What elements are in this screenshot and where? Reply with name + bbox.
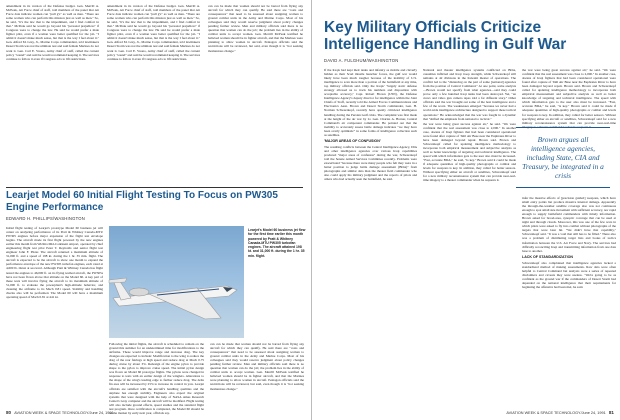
subhead-standardization: LACK OF STANDARDIZATION (522, 254, 573, 259)
intel-text-4: infer the massive effects of [precision guided] weapons, which have small entry points but produce massive internal damage. Apparently the through-the-weather satellite coverage also was not continuous enough to spot small size movement with sufficient accuracy, nor rapid enough to supply battlefield commanders with timely information. Brown asked for broad-area, synoptic coverage that can be used at night and through clouds. Moreover, this was one of the few wars in which pilots were asked to fly into combat without photographs of the targets that were later hit. "We didn't have that capability," Schwarzkopf said. "It was a void that still has to be filled." There also was a problem of distributing target lists and books of tactics information between the U.S. Air Force and Navy. The services had difficulty reconciling Iraqi and transmitting information from one data base to another. (522, 196, 616, 253)
learjet-headline: Learjet Model 60 Initial Flight Testing To Focus on PW305 Engine Performance (6, 190, 278, 213)
carryover-text: amendment in its version of the Defense budget. Gen. Merrill A. McPeak, Air Force chief of staff, told members of the panel that Air Force data indicate women can "pull g's" as well as men. "There are some women who can perform this mission just as well as men." So, he said, "it's the law that is the impediment, and I find comfort in that." McPeak said he would go beyond his "personal prejudices" if Congress were to change the law. He said he would prefer a male fighter pilot, even if a woman were better qualified for the job. "I admit it doesn't make much sense, but that is the way I feel about it." Gen. Alfred M. Gray, Jr., Marine Corps commandant, told lawmakers Desert Storm was not the ultimate test and said female Marines do not want it. Gen. Carl E. Vuono, Army chief of staff, called the current policy "sound" and said he would recommend keeping it. The services continue to follow it even if Congress acts to lift restrictions. (6, 4, 99, 61)
carryover-text-2: amendment in its version of the Defense budget. Gen. Merrill A. McPeak, Air Force chief of staff, told members of the panel that Air Force data indicate women can "pull g's" as well as men. "There are some women who can perform this mission just as well as men." So, he said, "it's the law that is the impediment, and I find comfort in that." McPeak said he would go beyond his "personal prejudices" if Congress were to change the law. He said he would prefer a male fighter pilot, even if a woman were better qualified for the job. "I admit it doesn't make much sense, but that is the way I feel about it." Gen. Alfred M. Gray, Jr., Marine Corps commandant, told lawmakers Desert Storm was not the ultimate test and said female Marines do not want it. Gen. Carl E. Vuono, Army chief of staff, called the current policy "sound" and said he would recommend keeping it. The services continue to follow it even if Congress acts to lift restrictions. (107, 4, 200, 61)
intelligence-headline: Key Military Officials Criticize Intelligence Handling in Gulf War (324, 19, 567, 53)
left-carryover-column-2 (107, 4, 200, 184)
learjet-column-2 (109, 342, 204, 415)
intel-column-1 (324, 68, 417, 406)
section-divider (6, 187, 303, 188)
intelligence-byline: DAVID A. FULGHUM/WASHINGTON (324, 58, 399, 63)
pull-quote: Brown argues all intelligence agencies, including State, CIA and Treasury, be integrated in a crisis (516, 127, 610, 188)
learjet-column-1 (6, 226, 103, 406)
intel-column-3 (522, 68, 616, 129)
learjet-text-1: Initial flight testing of Learjet's prototype Model 60 business jet will center on analyzing performance of its Pratt & Whitney Canada-MTU PW305 engines before major expansion of the flight test envelope begins. The aircraft made its first flight powered by the new engines earlier this month from Wichita Mid-Continent Airport, operated by chief engineering flight test pilot Peter T. Reynolds and senior flight test engineer John F. Pitzer. The aircraft returned a maximum altitude of 31,000 ft. and a speed of 198 kt. during the 1 hr. 35 min. flight. The aircraft is expected to be the aircraft to show one month to expand the performance envelope of the new PW305 turbofan engines, each rated at 4,600 lb. thrust at sea level. Although Pratt & Whitney Canada has flight tested the engines to 46,000 ft. on its flying testbed aircraft, the PW305s have not been flown above that altitude on the Model 60. A key part of these tests will involve flying the aircraft to its maximum altitude of 51,000 ft. to evaluate the powerplant's high-altitude behavior, and cleaning the airframe to its Mach 0.81 speed. Stability and handling checks also will be performed. The Model 60 will have a maximum operating speed of Mach 0.81 at 441 kt. (6, 226, 103, 299)
footer-left (6, 410, 304, 415)
intel-subhead-2-text: Schwarzkopf also complained that intelligence agencies lacked a standardized method of making assessments. Raw data were often helpful to Central Command but analysts were a series of repeated disclaimers and caveats they were useless. "We're going to be as confident as the ground war if the commanders of Desert Storm had depended on the national intelligence that their requirements for beginning the offensive had been met, he said. (522, 260, 616, 289)
footer-right (318, 410, 614, 415)
subhead-major-areas: 'MAJOR AREAS OF CONFUSION' (324, 138, 381, 143)
intel-text-2b: the war were being great success against air," he said. "We were confident that the real assessment was close to 2,000." In another case, dozens of Iraqi fighters that had been considered operational were found after capture of Talil Air Base near the Euphrates River to have been damaged beyond repair. Brown said. Brown and Schwarzkopf called for updating intelligence methodology to incorporate both empirical measurement and subjective analysis as well as better knowledge of targeting and technical intelligence. The speed with which information gets to the user also must be increased. "Fast, accurate BDA," he said, "is key." Brown said it could be made if adequate quantities of high-quality photographs or combat and levels for weapons is key. In addition, they called for better sensors. Without specifying either an aircraft or satellites, Schwarzkopf said for a new military reconnaissance system that can provide near-real-time imagery to a theater commander when he requests it. (423, 121, 516, 183)
intel-column-2 (423, 68, 516, 406)
intel-text-1: If the Iraqis had kept their tanks and infantry as mobile and cleverly hidden as their Scud missile launcher forces, the gulf war would likely have been much tougher because of the inability of U.S. intelligence to scan more than a portion of the battlefield at any time, top military officials said. Only the Iraqis' "largely static defense strategy allowed us to track his numbers and disposition with acceptable accuracy," Capt. Robert Brown (USN), the Defense Intelligence Agency's deputy director for intelligence within the Joint Chiefs of Staff, recently told the Armed Forces Communications and Electronics Assn. Brown and Desert Storm commander, Gen. H. Norman Schwarzkopf, recently have openly criticized intelligence handling during the Persian Gulf crisis. The complaint was first made at the height of the air war by Lt. Gen. Charles A. Horner, Central Command's air component commander. He pointed out that the inability to accurately assess battle damage indicates "we may have been overly optimistic" in some forms of intelligence collection such as satellites. (324, 68, 417, 137)
learjet-photo (109, 226, 244, 338)
intel-subhead-1-text: The resulting conflicts between the Central Intelligence Agency, DIA and other intelligence agencies over various Iraqi capabilities produced "major areas of confusion" during the war, Schwarzkopf told the Senate Armed Services Committee recently. Problems were exacerbated "because there were many people who felt they were in a better position to judge battle damage assessment (BDA)" from photographs and similar data than the theater field commander who also could apply his military judgment and the reports of pilots and others who had actually seen the battlefield, he said. (324, 144, 417, 182)
learjet-text-3: can can be made that women should not be barred from flying any aircraft for which they can qualify. He said there are "costs and consequences" that need to be assessed about assigning women to ground combat units in the Army and Marine Corps. Most of his colleagues said they would reserve judgment about policy changes pending further review. Men and military officials said there is no question that women can do the job; the problem lies in the ability of combat units to accept women. Gen. Merrill McPeak testified he believed women should be in fighter aircraft, and that the Marines were planning to allow women in aircraft. Pentagon officials said the restrictions will be reviewed, but said, even though it is "not seeking momentous change." (210, 342, 304, 391)
page-number-left: 80 (6, 410, 12, 415)
publication-line-right: AVIATION WEEK & SPACE TECHNOLOGY/June 24, 1991 (506, 411, 606, 415)
learjet-column-3 (210, 342, 304, 406)
left-carryover-column-1 (6, 4, 99, 184)
intel-text-2: National and theater intelligence systems conflicted on BDA, casualties inflicted and Iraqi troop strength, while Schwarzkopf still remains at 42 divisions in the Kuwaiti theater of operations. The conflict led to the "distancing on the part of some [national] agencies from the position of Central Command." At one point, some analysts—Brown would not specify from what agencies—said they could prove only a few hundred Iraqi tanks had been destroyed. Yet, "an crews and video gun camera tapes told a far different story." Other officials said the war brought out some of the best intelligence and a few of the worst. The weaknesses emerged "because we never had a world-wide intelligence architecture designed to support these tactical operations." He acknowledged that the war was fought in a dynamic that "shifted the emphasis from national to tactical." (423, 68, 516, 121)
page-number-right: 81 (608, 410, 614, 415)
page-gutter (311, 0, 312, 420)
intel-text-3: the war were being great success against air," he said. "We were confident that the real assessment was close to 2,000." In another case, dozens of Iraqi fighters that had been considered operational were found after capture of Talil Air Base near the Euphrates River to have been damaged beyond repair. Brown said. Brown and Schwarzkopf called for updating intelligence methodology to incorporate both empirical measurement and subjective analysis as well as better knowledge of targeting and technical intelligence. The speed with which information gets to the user also must be increased. "Fast, accurate BDA," he said, "is key." Brown said it could be made if adequate quantities of high-quality photographs or combat and levels for weapons is key. In addition, they called for better sensors. Without specifying either an aircraft or satellites, Schwarzkopf said for a new military reconnaissance system that can provide near-real-time imagery to a theater commander when he requests it. (522, 68, 616, 129)
article-text-col3: can can be made that women should not be barred from flying any aircraft for which they can qualify. He said there are "costs and consequences" that need to be assessed about assigning women to ground combat units in the Army and Marine Corps. Most of his colleagues said they would reserve judgment about policy changes pending further review. Men and military officials said there is no question that women can do the job; the problem lies in the ability of combat units to accept women. Gen. Merrill McPeak testified he believed women should be in fighter aircraft, and that the Marines were planning to allow women in aircraft. Pentagon officials said the restrictions will be reviewed, but said, even though it is "not seeking momentous change." (208, 4, 303, 53)
intel-column-4 (522, 196, 616, 406)
publication-line-left: AVIATION WEEK & SPACE TECHNOLOGY/June 24, 1991 (14, 411, 114, 415)
learjet-byline: EDWARD H. PHILLIPS/WASHINGTON (6, 216, 85, 221)
photo-caption: Learjet's Model 60 business jet flew for the first time earlier this month powered by Pratt & Whitney Canada-MTU PW305 turbofan engines. The aircraft attained 198 kt. and 31,000 ft. during the 1 hr. 35 min. flight. (248, 228, 306, 258)
learjet-aircraft-image (109, 226, 244, 338)
learjet-text-2: Following the initial flights, the aircraft is scheduled to remain on the ground this summer for an undetermined time for modifications to the airframe. These would improve range and decrease drag. The key changes are expected to include: Modification to the wing to reduce the drag of the rear fairings at high speed and reduce drag at Mach 0.75 during cruise by about 3%. Redesign of the engine pylon to provide shape to the pylon to improve cruise speed. The initial pylon design was flown on Model 60 prototype flights. The pylons were changed in response to tests with an earlier design of the winglets. Alterations to the shape of the wing's leading edge to further reduce drag. The delta fin area will be increased by 25% to increase its control in yaw. Learjet officials are satisfied with the aircraft's handling qualities and the airplane has enough stability. Engineers also expect the original systems that were designed with the help of NASA Ames Research Center's Gray computer and the aircraft will be modified. Flight testing will also include ground effects, speed studies and the standard flight test program. Once certification is completed, the Model 60 should be on the market by early next year, officials say. (109, 342, 204, 415)
left-article-column-3 (208, 4, 303, 184)
